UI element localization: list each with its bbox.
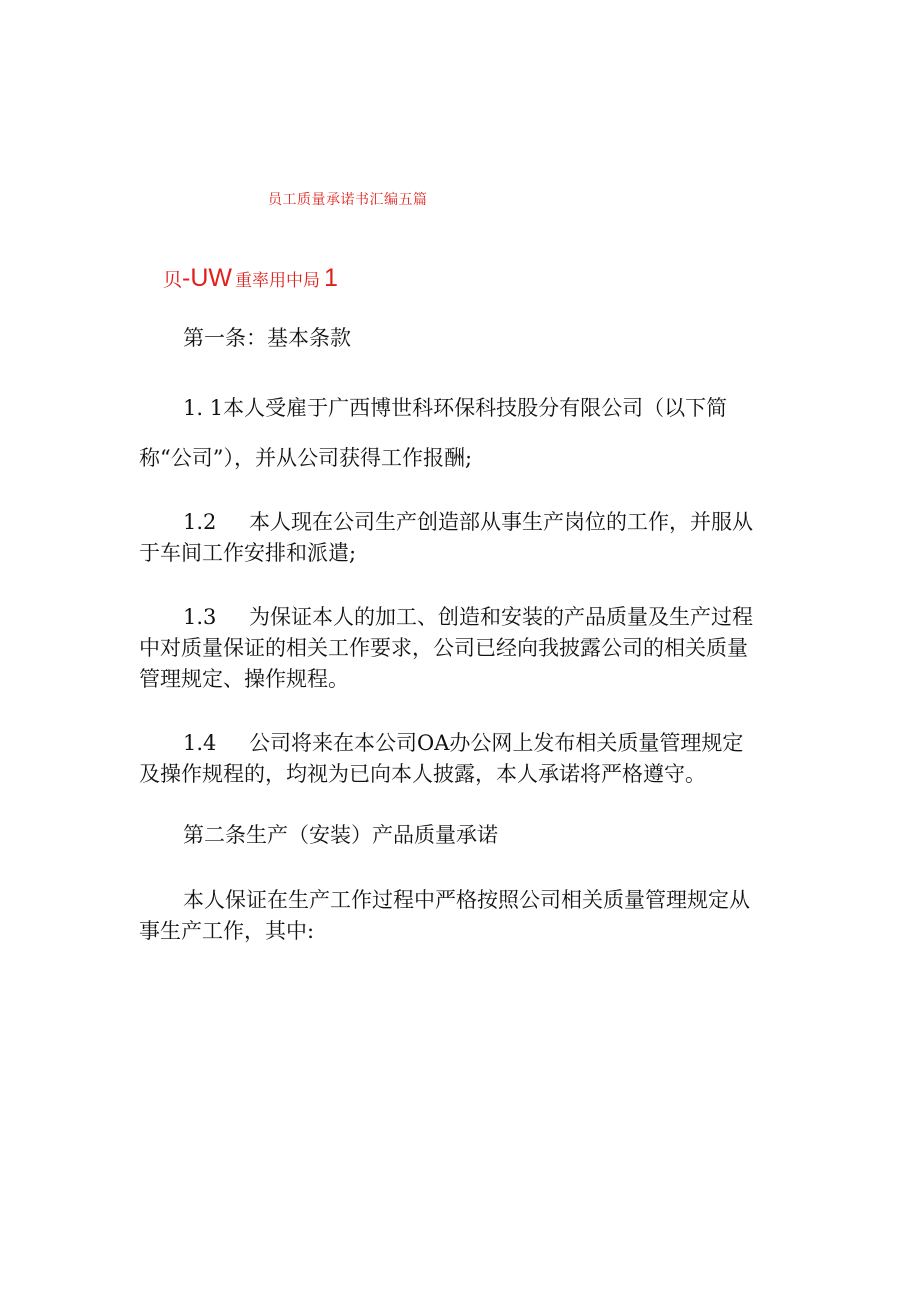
section2-heading: 第二条生产（安装）产品质量承诺 (183, 823, 498, 847)
subtitle-part-1: 贝 (163, 270, 183, 291)
clause-1-1-line1: 1. 1本人受雇于广西博世科环保科技股分有限公司（以下简 (183, 396, 728, 420)
clause-1-4-line2: 及操作规程的，均视为已向本人披露，本人承诺将严格遵守。 (139, 762, 706, 786)
clause-1-2 (183, 507, 753, 538)
clause-1-3-line3: 管理规定、操作规程。 (139, 667, 349, 691)
clause-1-3-line1: 为保证本人的加工、创造和安装的产品质量及生产过程 (249, 605, 753, 629)
clause-1-4 (183, 728, 743, 759)
clause-1-4-line1: 公司将来在本公司OA办公网上发布相关质量管理规定 (249, 731, 744, 755)
section1-heading: 第一条：基本条款 (183, 326, 351, 350)
section2-para-line1: 本人保证在生产工作过程中严格按照公司相关质量管理规定从 (183, 888, 750, 912)
subtitle-part-4: 1 (324, 264, 338, 292)
section2-para-line2: 事生产工作，其中: (139, 919, 315, 943)
clause-1-2-number: 1.2 (183, 510, 217, 534)
subtitle-part-2: -UW (182, 264, 232, 292)
clause-1-3-line2: 中对质量保证的相关工作要求，公司已经向我披露公司的相关质量 (139, 636, 748, 660)
subtitle-part-3: 重率用中局 (235, 271, 320, 290)
clause-1-3-number: 1.3 (183, 605, 217, 629)
clause-1-2-line2: 于车间工作安排和派遣; (139, 541, 357, 565)
document-title: 员工质量承诺书汇编五篇 (268, 192, 428, 208)
document-subtitle (163, 264, 338, 293)
clause-1-3 (183, 602, 753, 633)
clause-1-4-number: 1.4 (183, 731, 217, 755)
clause-1-1-line2: 称“公司”），并从公司获得工作报酬; (139, 446, 473, 470)
clause-1-2-line1: 本人现在公司生产创造部从事生产岗位的工作，并服从 (249, 510, 753, 534)
